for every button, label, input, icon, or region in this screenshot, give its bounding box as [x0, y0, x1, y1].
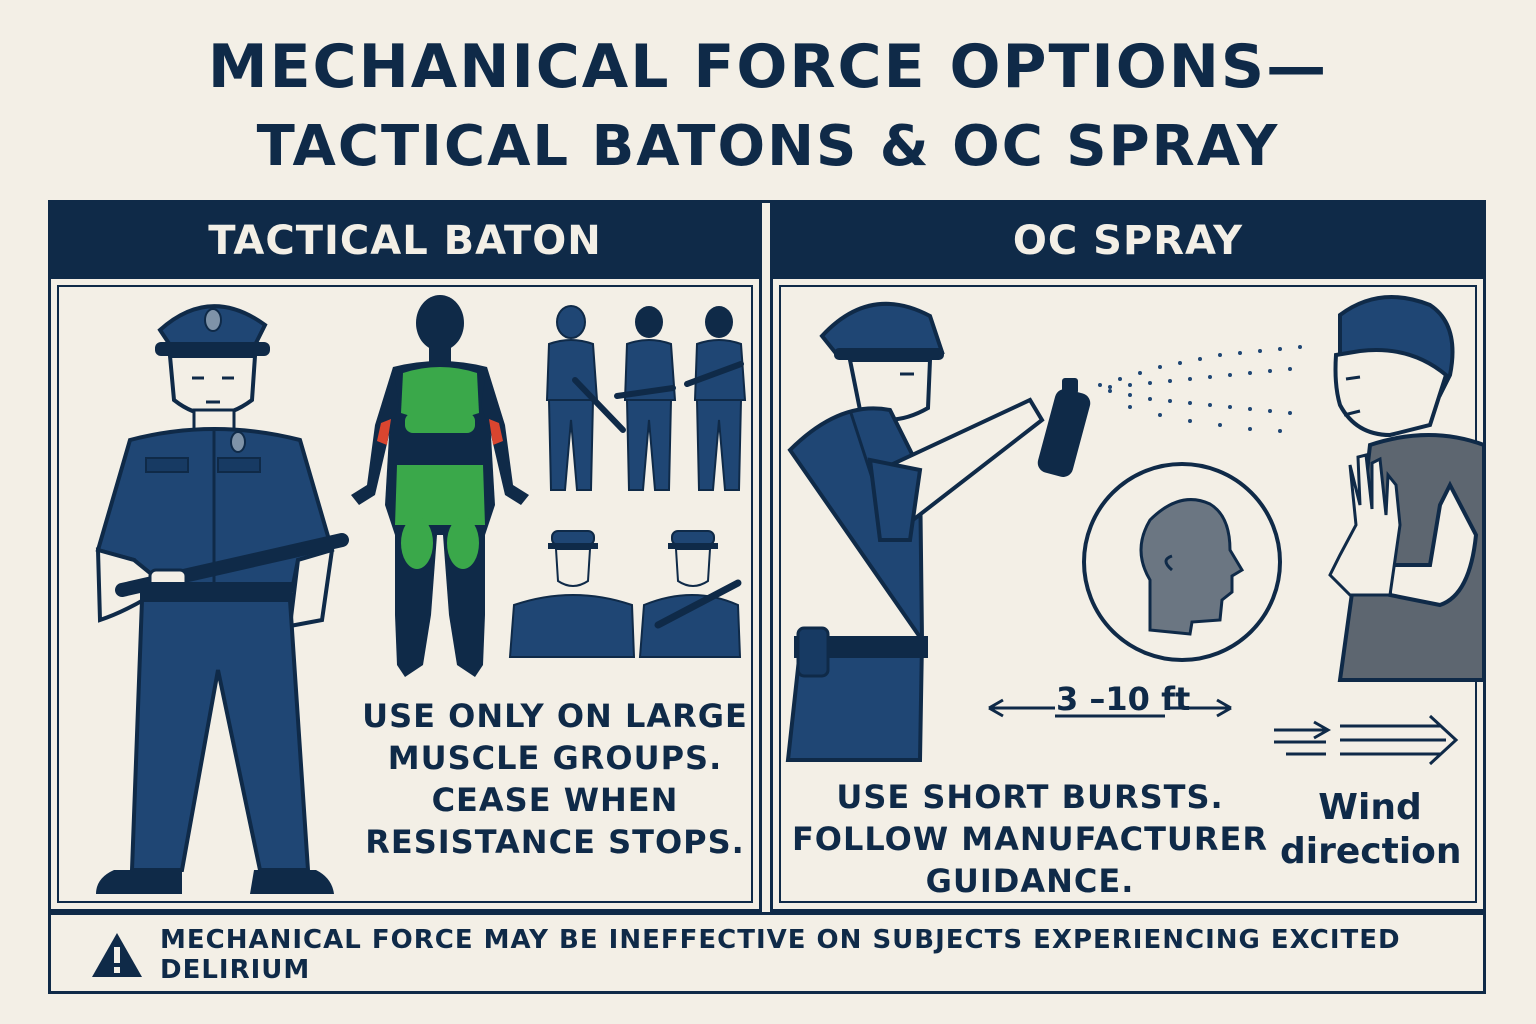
baton-stances-illustration	[535, 300, 755, 500]
tactical-baton-heading: TACTICAL BATON	[51, 203, 759, 279]
spray-instruction-line-3: GUIDANCE.	[925, 862, 1135, 900]
spray-instruction-line-1: USE SHORT BURSTS.	[836, 778, 1224, 816]
title-line-1: MECHANICAL FORCE OPTIONS—	[207, 32, 1329, 102]
wind-direction-label	[1280, 786, 1460, 874]
wind-label-line-2: direction	[1280, 831, 1462, 872]
baton-close-up-illustration	[508, 525, 743, 660]
baton-instruction-line-4: RESISTANCE STOPS.	[365, 823, 745, 861]
warning-icon	[90, 931, 144, 979]
title-line-2: TACTICAL BATONS & OC SPRAY	[256, 114, 1280, 179]
baton-instructions	[355, 695, 755, 863]
subject-illustration	[1300, 295, 1484, 680]
officer-baton-illustration	[70, 290, 360, 900]
spray-instruction-line-2: FOLLOW MANUFACTURER	[791, 820, 1269, 858]
warning-text: MECHANICAL FORCE MAY BE INEFFECTIVE ON SUBJECTS EXPERIENCING EXCITED DELIRIUM	[160, 924, 1401, 985]
face-target-icon	[1080, 460, 1284, 664]
baton-instruction-line-2: MUSCLE GROUPS.	[387, 739, 723, 777]
wind-direction-arrows	[1270, 712, 1460, 768]
target-zones-body-diagram	[345, 295, 535, 685]
baton-instruction-line-1: USE ONLY ON LARGE	[362, 697, 748, 735]
baton-instruction-line-3: CEASE WHEN	[431, 781, 679, 819]
wind-label-line-1: Wind	[1318, 787, 1422, 828]
warning-banner	[48, 912, 1486, 994]
spray-mist	[1090, 345, 1310, 435]
distance-label: 3 –10 ft	[1056, 680, 1191, 718]
spray-instructions	[790, 776, 1270, 902]
oc-spray-heading: OC SPRAY	[773, 203, 1483, 279]
